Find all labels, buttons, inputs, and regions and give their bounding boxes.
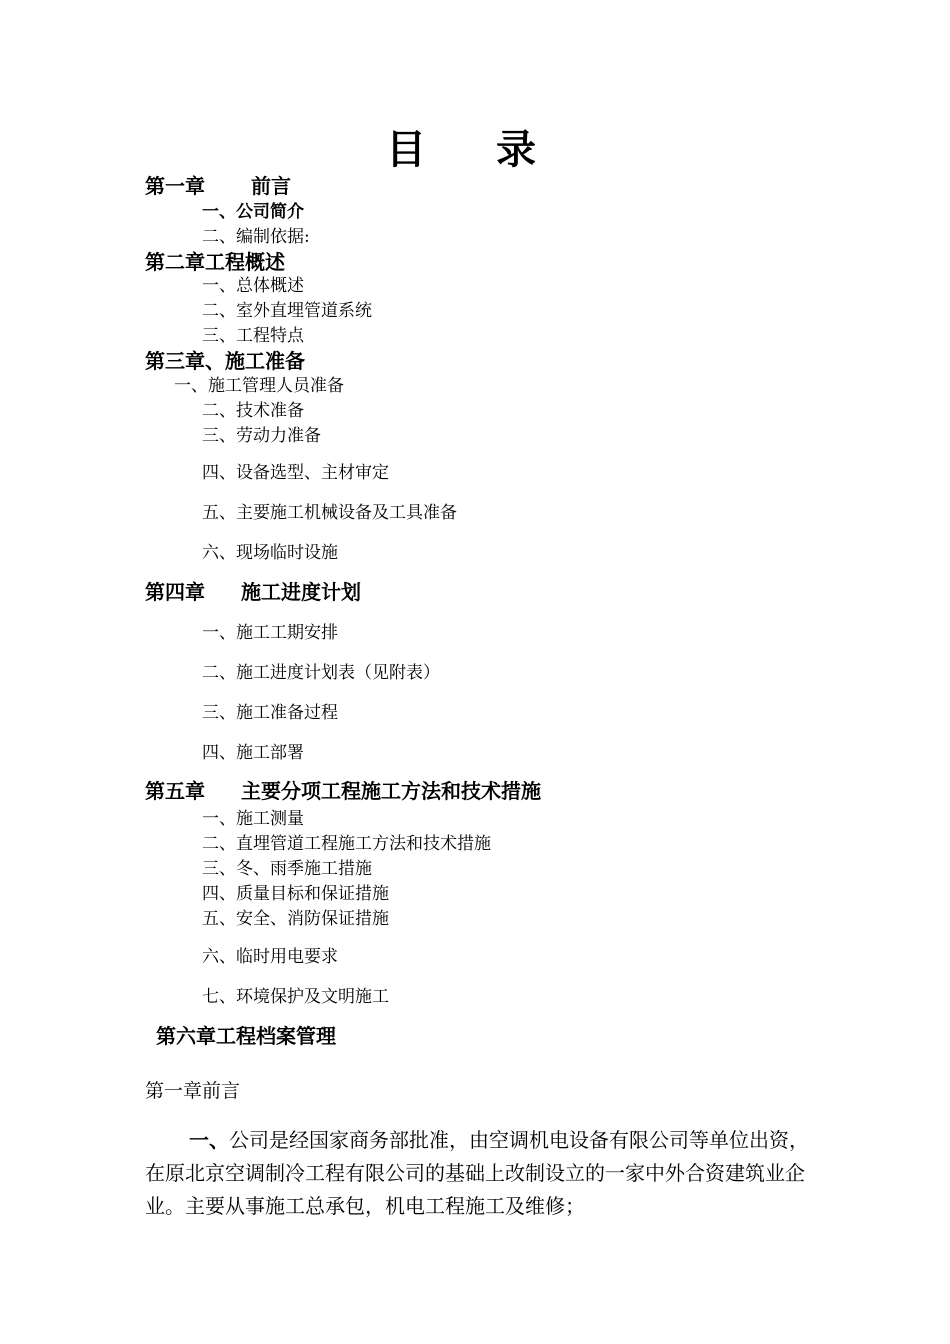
toc-item: 七、环境保护及文明施工 <box>202 987 389 1007</box>
toc-chapter-1 <box>145 174 291 198</box>
toc-title: 目 录 <box>386 127 564 173</box>
toc-chapter-5 <box>145 779 541 803</box>
toc-item: 四、设备选型、主材审定 <box>202 463 389 483</box>
toc-item: 二、直埋管道工程施工方法和技术措施 <box>202 834 491 854</box>
toc-item: 三、冬、雨季施工措施 <box>202 859 372 879</box>
chapter-name: 前言 <box>251 174 291 198</box>
toc-item: 六、现场临时设施 <box>202 543 338 563</box>
toc-item: 二、编制依据: <box>202 227 310 247</box>
toc-item: 一、公司简介 <box>202 202 304 222</box>
chapter-name: 主要分项工程施工方法和技术措施 <box>241 779 541 803</box>
section-heading: 第一章前言 <box>145 1080 241 1102</box>
toc-item: 三、施工准备过程 <box>202 703 338 723</box>
chapter-number: 第五章 <box>145 779 205 803</box>
toc-chapter-6: 第六章工程档案管理 <box>156 1024 336 1048</box>
chapter-number: 第四章 <box>145 580 205 604</box>
toc-item: 二、室外直埋管道系统 <box>202 301 372 321</box>
paragraph-text: 公司是经国家商务部批准，由空调机电设备有限公司等单位出资，在原北京空调制冷工程有限公司的基础上改制设立的一家中外合资建筑业企业。主要从事施工总承包，机电工程施工及维修； <box>145 1128 809 1218</box>
toc-item: 五、主要施工机械设备及工具准备 <box>202 503 457 523</box>
toc-item: 一、施工工期安排 <box>202 623 338 643</box>
toc-item: 三、劳动力准备 <box>202 426 321 446</box>
toc-item: 二、技术准备 <box>202 401 304 421</box>
toc-item: 一、施工测量 <box>202 809 304 829</box>
toc-chapter-4 <box>145 580 361 604</box>
toc-item: 一、施工管理人员准备 <box>174 376 344 396</box>
toc-item: 五、安全、消防保证措施 <box>202 909 389 929</box>
toc-item: 一、总体概述 <box>202 276 304 296</box>
toc-item: 四、施工部署 <box>202 743 304 763</box>
toc-item: 六、临时用电要求 <box>202 947 338 967</box>
toc-item: 四、质量目标和保证措施 <box>202 884 389 904</box>
toc-item: 三、工程特点 <box>202 326 304 346</box>
toc-item: 二、施工进度计划表（见附表） <box>202 663 440 683</box>
toc-chapter-2: 第二章工程概述 <box>145 250 285 274</box>
paragraph-lead: 一、 <box>189 1128 229 1152</box>
chapter-number: 第一章 <box>145 174 205 198</box>
toc-chapter-3: 第三章、施工准备 <box>145 349 305 373</box>
chapter-name: 施工进度计划 <box>241 580 361 604</box>
body-paragraph <box>145 1124 810 1223</box>
